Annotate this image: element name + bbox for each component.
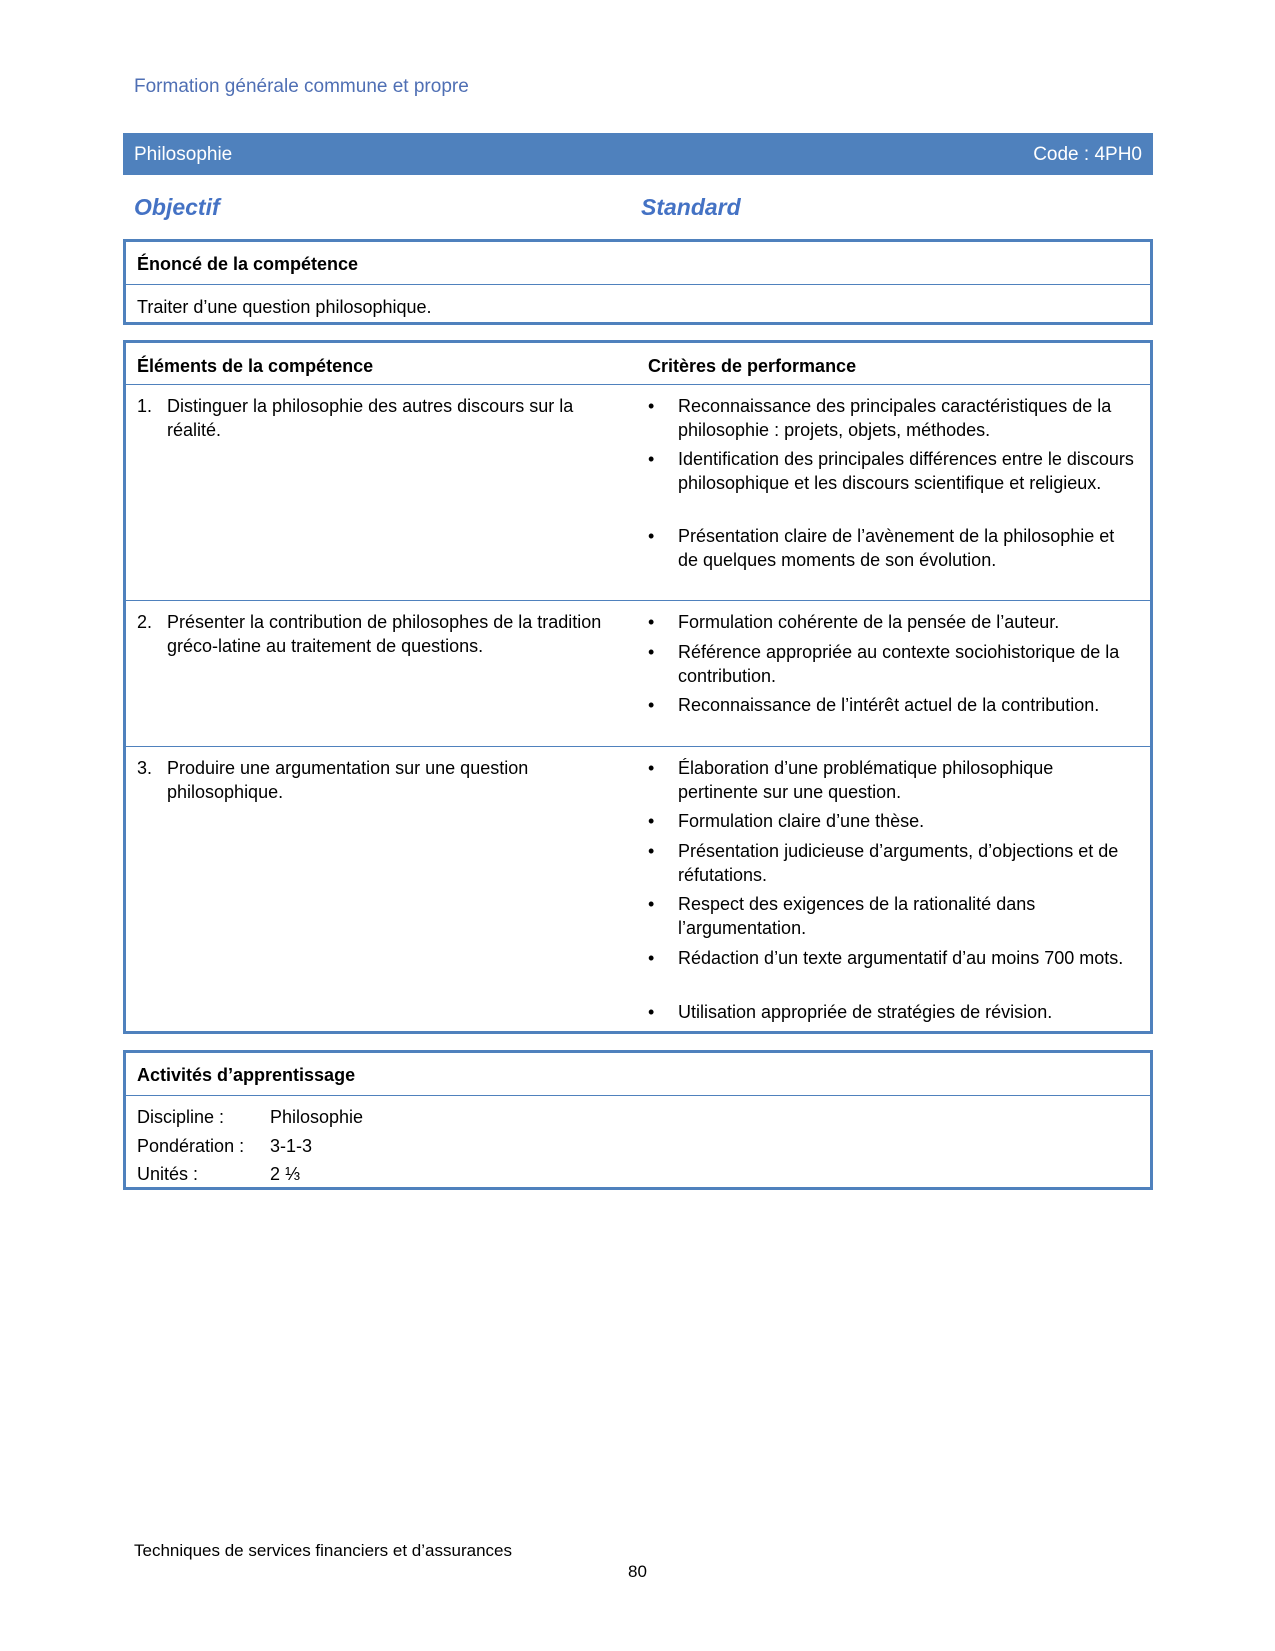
criterion: [648, 809, 1138, 833]
col-header-elements: Éléments de la compétence: [137, 356, 374, 376]
criterion-text: Respect des exigences de la rationalité dans l’argumentation.: [678, 894, 1036, 938]
criterion-text: Formulation cohérente de la pensée de l’auteur.: [678, 612, 1060, 632]
enonce-text: Traiter d’une question philosophique.: [137, 297, 432, 317]
unites-value: 2 ⅓: [270, 1164, 301, 1184]
criterion-text: Référence appropriée au contexte sociohistorique de la contribution.: [678, 642, 1120, 686]
competence-table: [123, 340, 1153, 1034]
bullet-icon: •: [648, 396, 655, 416]
bullet-icon: •: [648, 1002, 655, 1022]
criterion-text: Reconnaissance de l’intérêt actuel de la contribution.: [678, 695, 1100, 715]
ponderation-row: [137, 1136, 312, 1157]
criterion: [648, 892, 1138, 940]
discipline-value: Philosophie: [270, 1107, 364, 1127]
header-divider: [126, 384, 1150, 385]
criterion-text: Présentation judicieuse d’arguments, d’objections et de réfutations.: [678, 841, 1119, 885]
element-text: Distinguer la philosophie des autres discours sur la réalité.: [167, 396, 574, 440]
criterion-text: Utilisation appropriée de stratégies de révision.: [678, 1002, 1053, 1022]
element-text: Présenter la contribution de philosophes de la tradition gréco-latine au traitement de questions.: [167, 612, 602, 656]
criterion: [648, 839, 1138, 887]
criterion: [648, 610, 1138, 634]
course-code: Code : 4PH0: [1033, 144, 1142, 165]
page-number: 80: [628, 1562, 647, 1581]
footer-program: Techniques de services financiers et d’assurances: [134, 1541, 512, 1560]
bullet-icon: •: [648, 811, 655, 831]
criterion: [648, 447, 1138, 495]
course-band: [123, 133, 1153, 175]
element-1: [137, 394, 617, 442]
col-header-criteres: Critères de performance: [648, 356, 857, 376]
criterion-text: Rédaction d’un texte argumentatif d’au moins 700 mots.: [678, 948, 1124, 968]
section-header: Formation générale commune et propre: [134, 76, 469, 97]
criterion-text: Reconnaissance des principales caractéristiques de la philosophie : projets, objets, méthodes.: [678, 396, 1112, 440]
discipline-row: [137, 1107, 363, 1128]
bullet-icon: •: [648, 841, 655, 861]
criterion: [648, 946, 1138, 970]
unites-label: Unités :: [137, 1164, 199, 1184]
standard-label: Standard: [641, 194, 741, 220]
bullet-icon: •: [648, 449, 655, 469]
bullet-icon: •: [648, 526, 655, 546]
criterion: [648, 693, 1138, 717]
ponderation-value: 3-1-3: [270, 1136, 313, 1156]
activites-divider: [126, 1095, 1150, 1096]
element-number: 2.: [137, 612, 153, 632]
criterion-text: Élaboration d’une problématique philosophique pertinente sur une question.: [678, 758, 1054, 802]
discipline-label: Discipline :: [137, 1107, 225, 1127]
criterion: [648, 756, 1138, 804]
criterion: [648, 640, 1138, 688]
element-number: 1.: [137, 396, 153, 416]
ponderation-label: Pondération :: [137, 1136, 245, 1156]
bullet-icon: •: [648, 695, 655, 715]
unites-row: [137, 1164, 300, 1185]
bullet-icon: •: [648, 894, 655, 914]
course-subject: Philosophie: [134, 144, 233, 165]
criterion-text: Présentation claire de l’avènement de la philosophie et de quelques moments de son évolution.: [678, 526, 1115, 570]
criterion-text: Formulation claire d’une thèse.: [678, 811, 925, 831]
element-2: [137, 610, 617, 658]
criterion: [648, 1000, 1138, 1024]
enonce-divider: [126, 284, 1150, 285]
element-3: [137, 756, 617, 804]
objectif-label: Objectif: [134, 194, 220, 220]
criterion-text: Identification des principales différences entre le discours philosophique et les discours scientifique et religieux.: [678, 449, 1134, 493]
activites-box: [123, 1050, 1153, 1190]
bullet-icon: •: [648, 642, 655, 662]
row-divider: [126, 746, 1150, 747]
criterion: [648, 524, 1138, 572]
enonce-box: [123, 239, 1153, 325]
element-number: 3.: [137, 758, 153, 778]
bullet-icon: •: [648, 948, 655, 968]
row-divider: [126, 600, 1150, 601]
element-text: Produire une argumentation sur une question philosophique.: [167, 758, 529, 802]
bullet-icon: •: [648, 758, 655, 778]
activites-title: Activités d’apprentissage: [137, 1065, 356, 1085]
bullet-icon: •: [648, 612, 655, 632]
enonce-title: Énoncé de la compétence: [137, 254, 359, 274]
criterion: [648, 394, 1138, 442]
